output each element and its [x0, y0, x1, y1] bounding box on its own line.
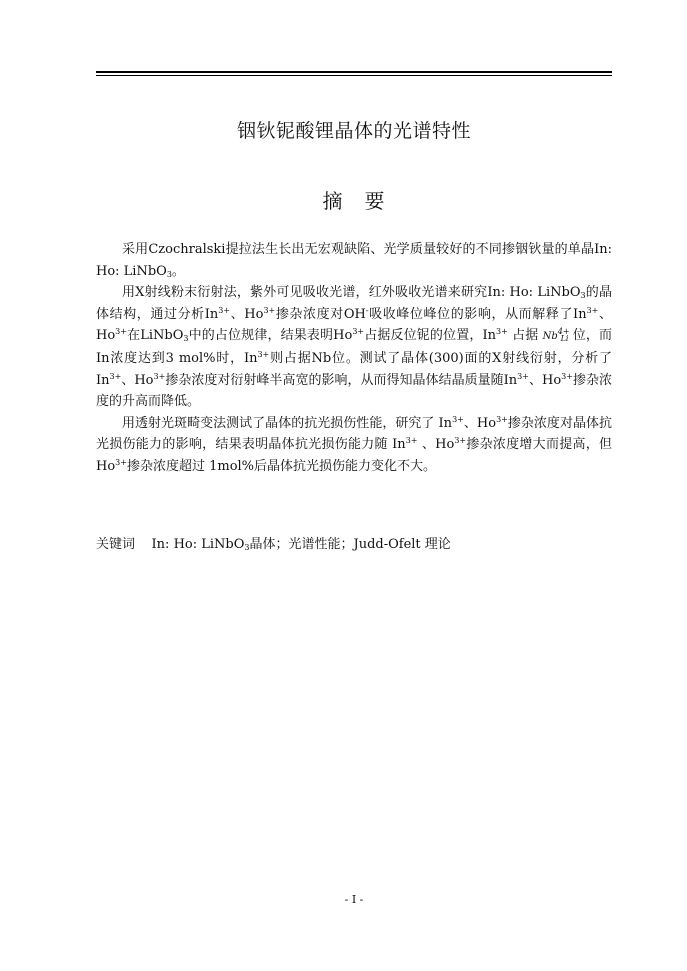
abstract-paragraph-2: 用X射线粉末衍射法，紫外可见吸收光谱，红外吸收光谱来研究In: Ho: LiNbO$_3$的晶体结构，通过分析$In^{3+}$、$Ho^{3+}$掺杂浓度对OH-吸收峰位峰位的影响，从而解释了$In^{3+}$、$Ho^{3+}$在LiNbO$_3$中的占位规律，结果表明$Ho^{3+}$占据反位铌的位置，$In^{3+}$ 占据 $Nb^{4+}_{Li}$ 位，而In浓度达到3 mol%时，$In^{3+}$则占据Nb位。测试了晶体(300)面的X射线衍射，分析了$In^{3+}$、$Ho^{3+}$掺杂浓度对衍射峰半高宽的影响，从而得知晶体结晶质量随$In^{3+}$、$Ho^{3+}$掺杂浓度的升高而降低。 — [96, 285, 612, 410]
abstract-paragraph-1: 采用Czochralski提拉法生长出无宏观缺陷、光学质量较好的不同掺铟钬量的单晶In: Ho: LiNbO$_3$。 — [96, 242, 612, 279]
abstract-paragraph-3: 用透射光斑畸变法测试了晶体的抗光损伤性能，研究了 $In^{3+}$、$Ho^{3+}$掺杂浓度对晶体抗光损伤能力的影响，结果表明晶体抗光损伤能力随 $In^{3+}$ 、$Ho^{3+}$掺杂浓度增大而提高，但 $Ho^{3+}$掺杂浓度超过 1mol%后晶体抗光损伤能力变化不大。 — [96, 414, 612, 474]
keywords-label: 关键词 — [96, 537, 136, 552]
keywords-text: In: Ho: LiNbO$_3$晶体；光谱性能；Judd-Ofelt 理论 — [151, 537, 451, 552]
abstract-heading: 摘 要 — [322, 189, 386, 213]
page-number: - I - — [344, 893, 364, 906]
abstract-body — [96, 239, 612, 478]
nb-li-antisite-notation: $Nb^{4+}_{Li}$ — [542, 327, 570, 344]
header-rule-thin — [96, 75, 612, 76]
document-title: 铟钬铌酸锂晶体的光谱特性 — [236, 120, 471, 142]
keywords-line — [96, 533, 612, 552]
header-rule-thick — [96, 71, 612, 73]
